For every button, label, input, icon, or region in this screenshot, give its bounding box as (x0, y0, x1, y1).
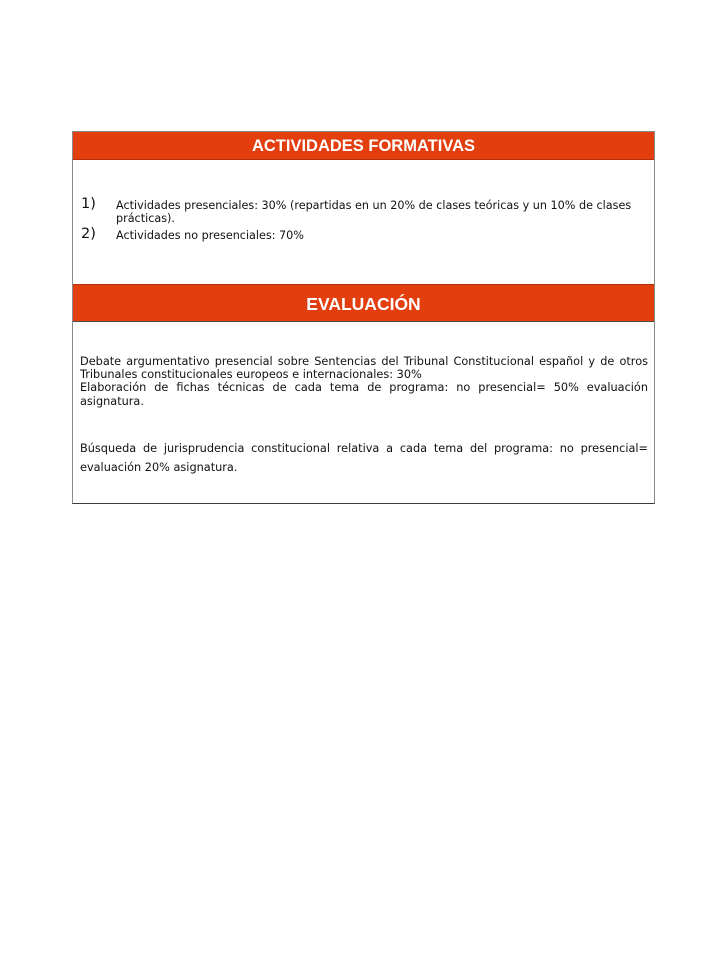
evaluacion-paragraph: Elaboración de fichas técnicas de cada tema de programa: no presencial= 50% evaluación asignatura. (80, 381, 648, 408)
evaluacion-header: EVALUACIÓN (73, 284, 654, 322)
list-item (81, 226, 642, 242)
actividades-list (81, 196, 642, 242)
list-item-number: 1) (81, 196, 96, 212)
actividades-header: ACTIVIDADES FORMATIVAS (73, 132, 654, 160)
list-item-number: 2) (81, 226, 96, 242)
evaluacion-paragraph: Búsqueda de jurisprudencia constitucional relativa a cada tema del programa: no presencial= evaluación 20% asignatura. (80, 441, 648, 474)
list-item-text: Actividades presenciales: 30% (repartidas en un 20% de clases teóricas y un 10% de clases prácticas). (116, 199, 632, 225)
course-info-table (72, 131, 655, 504)
list-item-text: Actividades no presenciales: 70% (116, 229, 304, 242)
list-item (81, 196, 642, 225)
evaluacion-body (80, 355, 648, 477)
evaluacion-paragraph: Debate argumentativo presencial sobre Sentencias del Tribunal Constitucional español y de otros Tribunales constitucionales europeos e internacionales: 30% (80, 355, 648, 382)
